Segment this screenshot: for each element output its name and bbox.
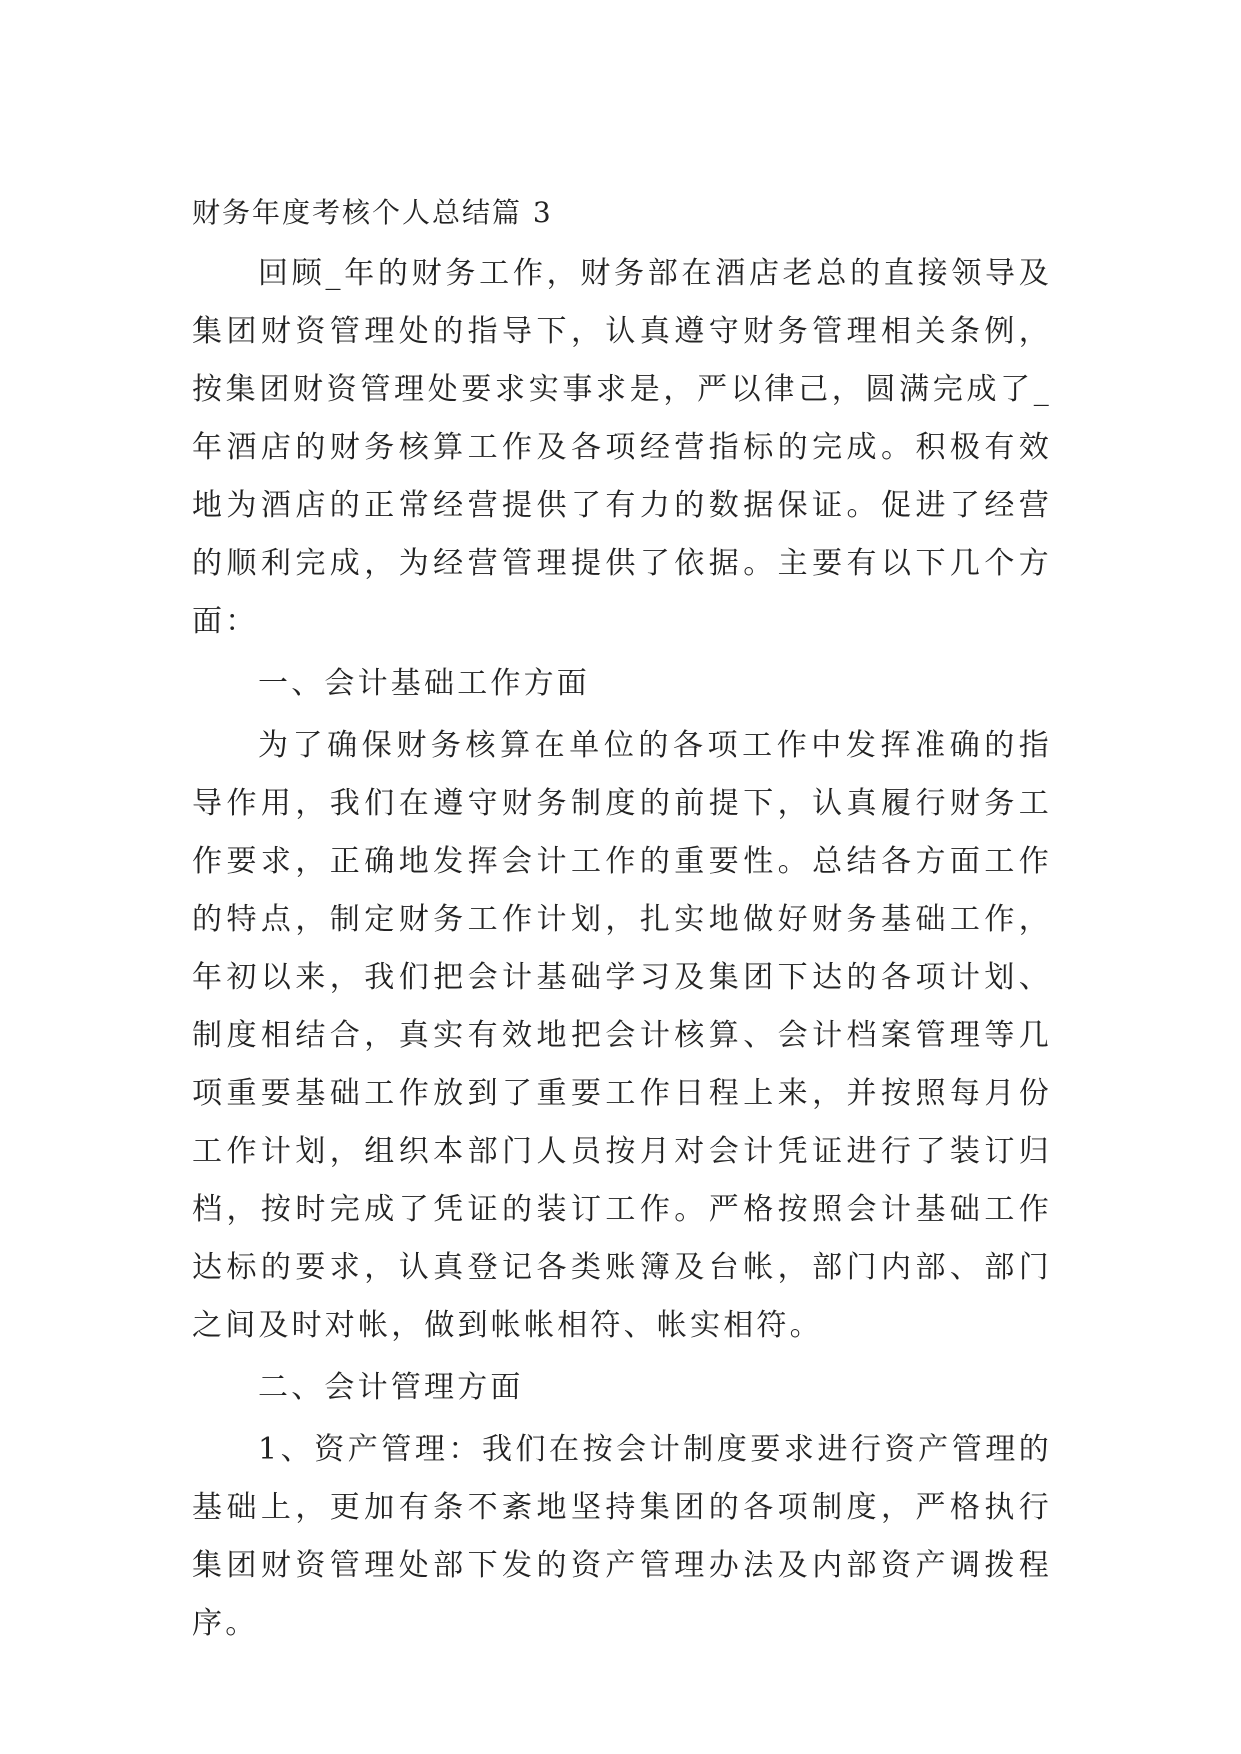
paragraph-intro: 回顾_年的财务工作，财务部在酒店老总的直接领导及集团财资管理处的指导下，认真遵守财务管理相关条例，按集团财资管理处要求实事求是，严以律己，圆满完成了_年酒店的财务核算工作及各项经营指标的完成。积极有效地为酒店的正常经营提供了有力的数据保证。促进了经营的顺利完成，为经营管理提供了依据。主要有以下几个方面：: [192, 256, 1052, 639]
document-title: 财务年度考核个人总结篇 3: [192, 196, 553, 229]
document-body: [192, 245, 1052, 1657]
paragraph-accounting-basics: 为了确保财务核算在单位的各项工作中发挥准确的指导作用，我们在遵守财务制度的前提下，认真履行财务工作要求，正确地发挥会计工作的重要性。总结各方面工作的特点，制定财务工作计划，扎实地做好财务基础工作，年初以来，我们把会计基础学习及集团下达的各项计划、制度相结合，真实有效地把会计核算、会计档案管理等几项重要基础工作放到了重要工作日程上来，并按照每月份工作计划，组织本部门人员按月对会计凭证进行了装订归档，按时完成了凭证的装订工作。严格按照会计基础工作达标的要求，认真登记各类账簿及台帐，部门内部、部门之间及时对帐，做到帐帐相符、帐实相符。: [192, 728, 1052, 1343]
paragraph-asset-management: 1、资产管理：我们在按会计制度要求进行资产管理的基础上，更加有条不紊地坚持集团的各项制度，严格执行集团财资管理处部下发的资产管理办法及内部资产调拨程序。: [192, 1432, 1052, 1641]
section-heading-accounting-management: 二、会计管理方面: [258, 1370, 524, 1405]
section-heading-accounting-basics: 一、会计基础工作方面: [258, 666, 590, 701]
